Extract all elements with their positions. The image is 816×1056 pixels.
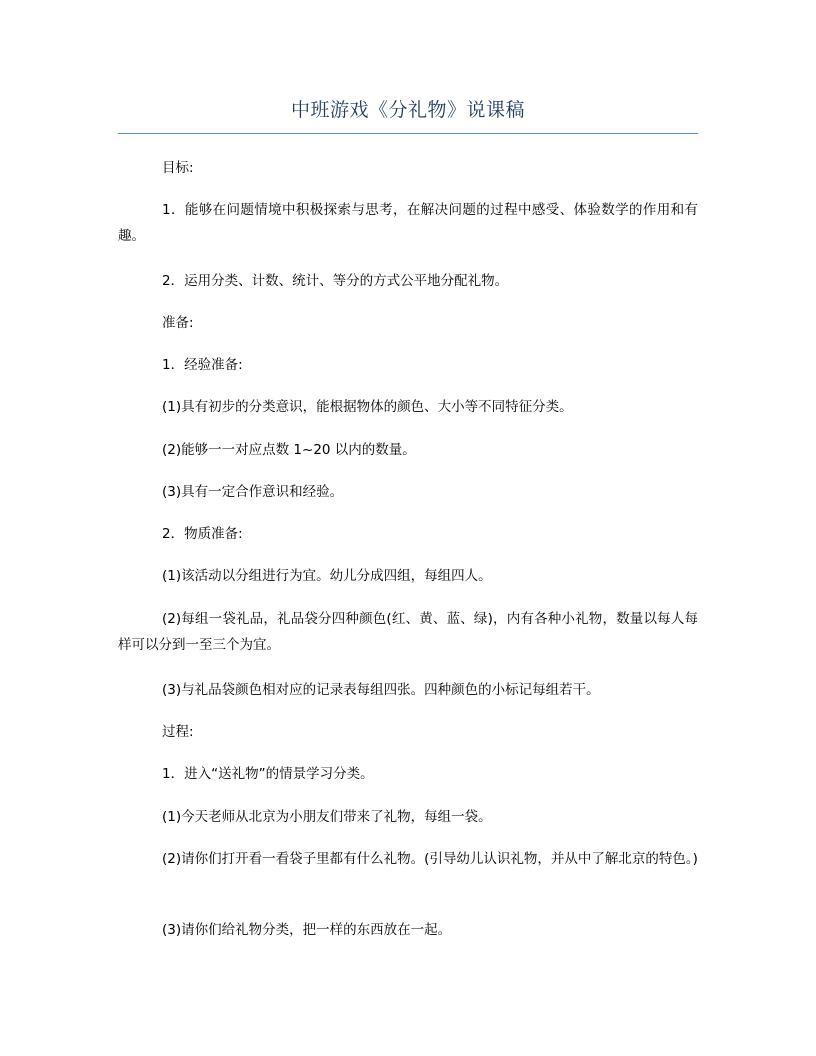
paragraph-process-2: (2)请你们打开看一看袋子里都有什么礼物。(引导幼儿认识礼物，并从中了解北京的特色。) xyxy=(162,851,698,867)
paragraph-experience-2: (2)能够一一对应点数 1~20 以内的数量。 xyxy=(162,442,416,458)
paragraph-experience-3: (3)具有一定合作意识和经验。 xyxy=(162,484,344,500)
paragraph-process-1: (1)今天老师从北京为小朋友们带来了礼物，每组一袋。 xyxy=(162,809,492,825)
paragraph-material-2: (2)每组一袋礼品，礼品袋分四种颜色(红、黄、蓝、绿)，内有各种小礼物，数量以每人每样可以分到一至三个为宜。 xyxy=(118,611,698,653)
document-title: 中班游戏《分礼物》说课稿 xyxy=(290,99,525,121)
paragraph-process-3: (3)请你们给礼物分类，把一样的东西放在一起。 xyxy=(162,922,452,938)
paragraph-goal-1: 1．能够在问题情境中积极探索与思考，在解决问题的过程中感受、体验数学的作用和有趣。 xyxy=(118,202,698,244)
paragraph-material-3: (3)与礼品袋颜色相对应的记录表每组四张。四种颜色的小标记每组若干。 xyxy=(162,682,600,698)
paragraph-goals-heading: 目标: xyxy=(162,160,194,176)
paragraph-experience-1: (1)具有初步的分类意识，能根据物体的颜色、大小等不同特征分类。 xyxy=(162,399,573,415)
paragraph-process-step-1: 1．进入“送礼物”的情景学习分类。 xyxy=(162,766,374,782)
paragraph-preparation-heading: 准备: xyxy=(162,315,194,331)
paragraph-goal-2: 2．运用分类、计数、统计、等分的方式公平地分配礼物。 xyxy=(162,273,509,289)
paragraph-material-prep: 2．物质准备: xyxy=(162,526,243,542)
paragraph-experience-prep: 1．经验准备: xyxy=(162,357,243,373)
paragraph-process-heading: 过程: xyxy=(162,724,194,740)
paragraph-material-1: (1)该活动以分组进行为宜。幼儿分成四组，每组四人。 xyxy=(162,568,492,584)
title-divider xyxy=(118,133,698,134)
